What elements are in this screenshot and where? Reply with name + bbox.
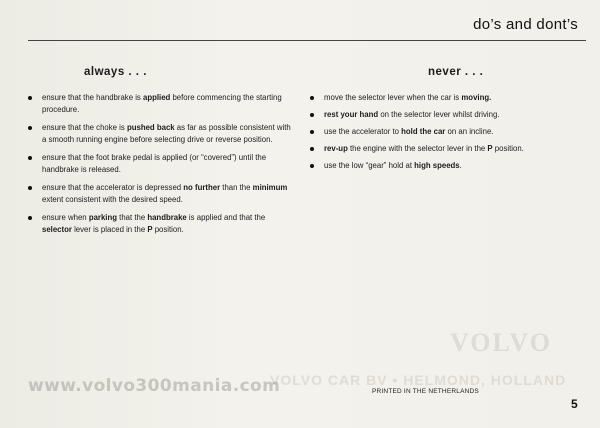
list-item bbox=[28, 152, 293, 175]
bullet-icon bbox=[28, 216, 32, 220]
item-text: use the accelerator to bbox=[324, 127, 402, 136]
never-column bbox=[310, 66, 580, 177]
item-text: ensure that the choke is bbox=[42, 123, 127, 132]
site-watermark-url: www.volvo300mania.com bbox=[28, 376, 281, 396]
item-text: extent consistent with the desired speed. bbox=[42, 194, 183, 204]
list-item bbox=[310, 109, 580, 121]
item-text: position. bbox=[492, 144, 524, 153]
list-item bbox=[310, 92, 580, 104]
list-item bbox=[28, 182, 293, 205]
never-heading: never . . . bbox=[428, 66, 484, 78]
list-item bbox=[28, 92, 293, 115]
page-title: do’s and dont’s bbox=[473, 16, 578, 33]
emphasis-text: no further bbox=[183, 183, 221, 192]
list-item bbox=[310, 160, 580, 172]
bullet-icon bbox=[310, 147, 314, 151]
item-text: on an incline. bbox=[445, 127, 494, 136]
bullet-icon bbox=[310, 130, 314, 134]
emphasis-text: pushed back bbox=[126, 123, 175, 132]
item-text: use the low “gear” hold at bbox=[324, 161, 415, 170]
bullet-icon bbox=[310, 164, 314, 168]
emphasis-text: applied bbox=[143, 93, 171, 102]
list-item bbox=[310, 126, 580, 138]
bullet-icon bbox=[28, 156, 32, 160]
emphasis-text: minimum bbox=[252, 183, 288, 192]
item-text: on the selector lever whilst driving. bbox=[378, 110, 500, 119]
volvo-watermark-address: VOLVO CAR BV • HELMOND, HOLLAND bbox=[270, 372, 567, 388]
bullet-icon bbox=[28, 126, 32, 130]
bullet-icon bbox=[28, 186, 32, 190]
item-text: lever is placed in the bbox=[71, 224, 148, 234]
item-text: that the bbox=[116, 213, 148, 222]
item-text: ensure that the handbrake is bbox=[42, 93, 143, 102]
item-text: than the bbox=[220, 183, 253, 192]
item-text: is applied and that the bbox=[186, 213, 266, 222]
item-text: move the selector lever when the car is bbox=[324, 93, 462, 102]
item-text: . bbox=[459, 161, 462, 170]
item-text: as far as possible consistent with a smooth running engine before selecting drive or reverse position. bbox=[42, 123, 291, 144]
list-item bbox=[310, 143, 580, 155]
emphasis-text: rest your hand bbox=[324, 110, 379, 119]
list-item bbox=[28, 122, 293, 145]
item-text: the engine with the selector lever in the bbox=[347, 144, 488, 153]
emphasis-text: hold the car bbox=[401, 127, 446, 136]
item-text: position. bbox=[152, 224, 184, 234]
always-column bbox=[28, 66, 293, 242]
bullet-icon bbox=[310, 113, 314, 117]
never-list bbox=[310, 92, 580, 172]
emphasis-text: parking bbox=[88, 213, 117, 222]
bullet-icon bbox=[310, 96, 314, 100]
emphasis-text: high speeds bbox=[414, 161, 460, 170]
emphasis-text: P bbox=[487, 144, 493, 153]
printed-in-note: PRINTED IN THE NETHERLANDS bbox=[372, 388, 479, 395]
header-divider bbox=[28, 40, 586, 41]
item-text: before commencing the starting procedure. bbox=[42, 93, 282, 114]
item-text: ensure that the foot brake pedal is applied (or “covered”) until the handbrake is released. bbox=[42, 153, 267, 174]
emphasis-text: moving. bbox=[461, 93, 492, 102]
emphasis-text: rev-up bbox=[324, 144, 348, 153]
page-number: 5 bbox=[571, 397, 578, 411]
item-text: ensure when bbox=[42, 213, 89, 222]
emphasis-text: handbrake bbox=[147, 213, 187, 222]
list-item bbox=[28, 212, 293, 235]
emphasis-text: selector bbox=[42, 224, 72, 234]
volvo-watermark-logo: VOLVO bbox=[450, 328, 552, 357]
bullet-icon bbox=[28, 96, 32, 100]
always-list bbox=[28, 92, 293, 235]
item-text: ensure that the accelerator is depressed bbox=[42, 183, 184, 192]
emphasis-text: P bbox=[147, 224, 153, 234]
always-heading: always . . . bbox=[84, 66, 147, 78]
